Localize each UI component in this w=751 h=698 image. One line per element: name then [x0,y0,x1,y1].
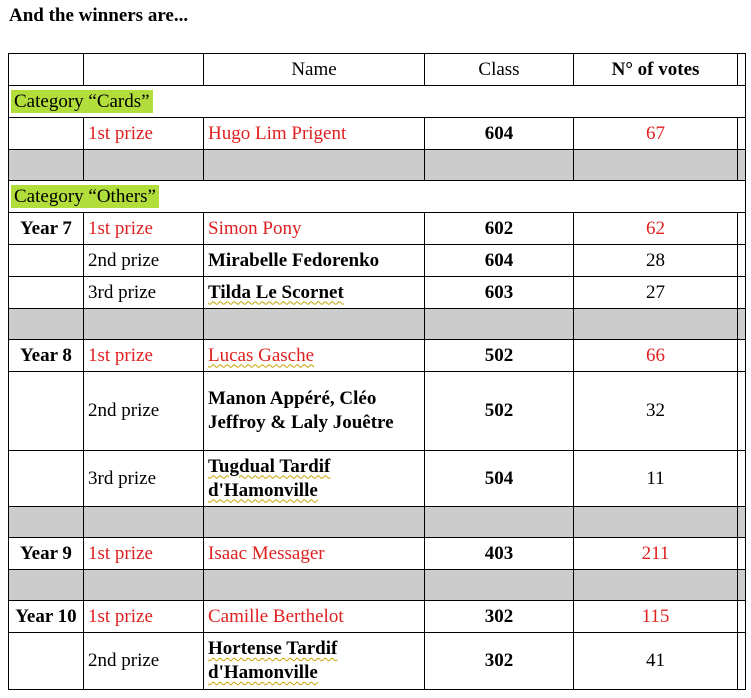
year-cell [9,245,84,277]
table-row [9,372,746,451]
separator-row [9,309,746,340]
winner-name-cell: Hugo Lim Prigent [204,118,425,150]
year-cell: Year 7 [9,213,84,245]
year-cell [9,372,84,451]
votes-cell: 211 [574,538,738,570]
class-cell: 302 [425,601,574,633]
separator-row [9,507,746,538]
winner-name-cell: Isaac Messager [204,538,425,570]
votes-cell: 32 [574,372,738,451]
category-label-cards: Category “Cards” [11,90,153,113]
winner-name-cell: Lucas Gasche [204,340,425,372]
table-row [9,451,746,507]
prize-cell: 1st prize [84,340,204,372]
winner-name-cell: Tugdual Tardif d'Hamonville [204,451,425,507]
table-row [9,633,746,690]
prize-cell: 1st prize [84,538,204,570]
prize-cell: 2nd prize [84,372,204,451]
year-cell [9,118,84,150]
class-cell: 403 [425,538,574,570]
class-cell: 604 [425,245,574,277]
class-cell: 302 [425,633,574,690]
prize-cell: 3rd prize [84,277,204,309]
table-row [9,213,746,245]
category-row-cards [9,86,746,118]
column-header-class: Class [425,54,574,86]
year-cell: Year 10 [9,601,84,633]
table-row [9,601,746,633]
votes-cell: 41 [574,633,738,690]
prize-cell: 1st prize [84,213,204,245]
class-cell: 502 [425,372,574,451]
category-label-others: Category “Others” [11,185,159,208]
winner-name-cell: Hortense Tardif d'Hamonville [204,633,425,690]
year-cell: Year 9 [9,538,84,570]
prize-cell: 1st prize [84,118,204,150]
class-cell: 602 [425,213,574,245]
class-cell: 502 [425,340,574,372]
winner-name-cell: Camille Berthelot [204,601,425,633]
year-cell: Year 8 [9,340,84,372]
document-heading: And the winners are... [9,5,189,26]
votes-cell: 62 [574,213,738,245]
votes-cell: 27 [574,277,738,309]
column-header-name: Name [204,54,425,86]
winners-table [8,53,746,690]
year-cell [9,451,84,507]
votes-cell: 115 [574,601,738,633]
year-cell [9,633,84,690]
winner-name-cell: Manon Appéré, Cléo Jeffroy & Laly Jouêtre [204,372,425,451]
separator-row [9,570,746,601]
class-cell: 604 [425,118,574,150]
table-row [9,277,746,309]
prize-cell: 2nd prize [84,633,204,690]
winner-name-cell: Mirabelle Fedorenko [204,245,425,277]
votes-cell: 11 [574,451,738,507]
winner-name-cell: Simon Pony [204,213,425,245]
votes-cell: 66 [574,340,738,372]
separator-row [9,150,746,181]
category-row-others [9,181,746,213]
class-cell: 603 [425,277,574,309]
table-row [9,245,746,277]
winner-name-cell: Tilda Le Scornet [204,277,425,309]
table-row [9,118,746,150]
votes-cell: 67 [574,118,738,150]
votes-cell: 28 [574,245,738,277]
column-header-votes: N° of votes [574,54,738,86]
prize-cell: 1st prize [84,601,204,633]
class-cell: 504 [425,451,574,507]
table-row [9,340,746,372]
table-header-row [9,54,746,86]
prize-cell: 3rd prize [84,451,204,507]
prize-cell: 2nd prize [84,245,204,277]
table-row [9,538,746,570]
year-cell [9,277,84,309]
